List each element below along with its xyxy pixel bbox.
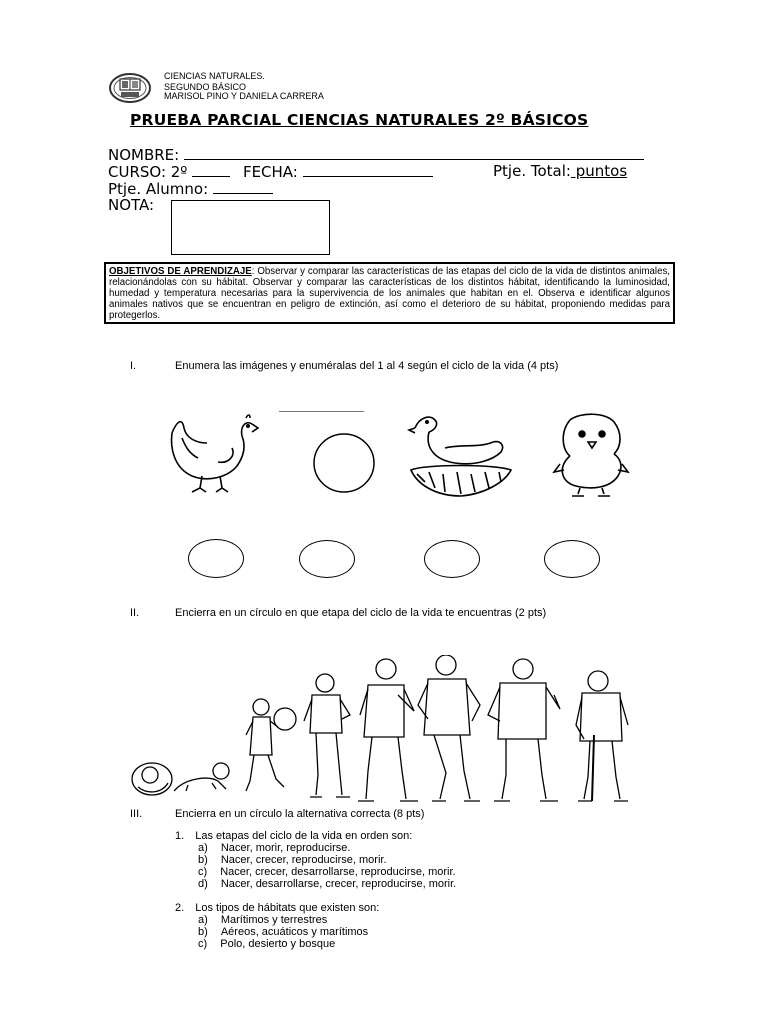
option-letter: c) xyxy=(198,866,208,878)
option-1c[interactable] xyxy=(198,866,456,878)
hen-icon xyxy=(162,408,262,498)
nombre-field[interactable] xyxy=(184,145,644,160)
question-1 xyxy=(175,830,412,842)
hen-image xyxy=(162,408,262,498)
option-letter: a) xyxy=(198,914,208,926)
option-letter: b) xyxy=(198,854,208,866)
fecha-label: FECHA: xyxy=(242,163,298,181)
stage-baby[interactable] xyxy=(174,763,229,791)
option-2b[interactable] xyxy=(198,926,368,938)
option-text: Marítimos y terrestres xyxy=(220,914,328,926)
egg-icon xyxy=(309,430,379,495)
nota-box[interactable] xyxy=(171,200,330,255)
answer-oval-1[interactable] xyxy=(188,539,244,578)
option-text: Nacer, morir, reproducirse. xyxy=(220,842,351,854)
option-letter: b) xyxy=(198,926,208,938)
page-title: PRUEBA PARCIAL CIENCIAS NATURALES 2º BÁSICOS xyxy=(130,111,589,129)
chick-icon xyxy=(550,410,632,498)
egg-image xyxy=(309,430,379,495)
section2-numeral: II. xyxy=(130,607,140,619)
option-text: Polo, desierto y bosque xyxy=(220,938,336,950)
ptje-total-value: puntos xyxy=(570,162,628,180)
option-text: Nacer, crecer, reproducirse, morir. xyxy=(220,854,387,866)
stage-newborn[interactable] xyxy=(132,763,172,795)
header-subject: CIENCIAS NATURALES. xyxy=(164,71,265,81)
option-letter: a) xyxy=(198,842,208,854)
ptje-alumno-label: Ptje. Alumno: xyxy=(108,180,209,198)
answer-oval-3[interactable] xyxy=(424,540,480,578)
option-2a[interactable] xyxy=(198,914,327,926)
answer-oval-2[interactable] xyxy=(299,540,355,578)
option-1d[interactable] xyxy=(198,878,456,890)
nombre-label: NOMBRE: xyxy=(108,146,180,164)
stage-teen[interactable] xyxy=(358,659,418,801)
nota-label: NOTA: xyxy=(108,196,155,214)
question-number: 2. xyxy=(175,902,185,914)
life-stages-image xyxy=(128,655,638,805)
answer-oval-4[interactable] xyxy=(544,540,600,578)
stage-adult[interactable] xyxy=(488,659,560,801)
objectives-heading: OBJETIVOS DE APRENDIZAJE xyxy=(109,266,252,277)
question-text: Las etapas del ciclo de la vida en orden son: xyxy=(195,830,413,842)
nesting-hen-image xyxy=(405,408,515,506)
option-2c[interactable] xyxy=(198,938,335,950)
section1-prompt: Enumera las imágenes y enuméralas del 1 al 4 según el ciclo de la vida (4 pts) xyxy=(175,360,559,372)
objectives-text: : Observar y comparar las características de las etapas del ciclo de la vida de distintos animales, relacionándolas con su hábitat. Observar y comparar las características de los distintos hábitat, identificando la luminosidad, humedad y temperatura necesarias para la supervivencia de los animales que habitan en el. Observa e identificar algunos animales nativos que se encuentran en peligro de extinción, así como el deterioro de su hábitat, proponiendo medidas para protegerlos. xyxy=(109,266,670,321)
fecha-field[interactable] xyxy=(303,162,433,177)
nesting-hen-icon xyxy=(405,408,515,506)
option-text: Nacer, desarrollarse, crecer, reproducirse, morir. xyxy=(220,878,457,890)
option-text: Nacer, crecer, desarrollarse, reproducirse, morir. xyxy=(220,866,456,878)
stage-elder[interactable] xyxy=(576,671,628,801)
header-grade: SEGUNDO BÁSICO xyxy=(164,82,247,92)
school-crest-icon xyxy=(108,72,152,104)
option-1a[interactable] xyxy=(198,842,350,854)
section2-prompt: Encierra en un círculo en que etapa del ciclo de la vida te encuentras (2 pts) xyxy=(175,607,547,619)
question-2 xyxy=(175,902,379,914)
header-teachers: MARISOL PINO Y DANIELA CARRERA xyxy=(164,91,324,101)
option-letter: d) xyxy=(198,878,208,890)
ptje-total-row xyxy=(493,162,627,180)
stage-young-adult[interactable] xyxy=(418,655,480,801)
section1-numeral: I. xyxy=(130,360,137,372)
question-number: 1. xyxy=(175,830,185,842)
option-1b[interactable] xyxy=(198,854,387,866)
section3-prompt: Encierra en un círculo la alternativa correcta (8 pts) xyxy=(175,808,425,820)
option-letter: c) xyxy=(198,938,208,950)
question-text: Los tipos de hábitats que existen son: xyxy=(195,902,380,914)
option-text: Aéreos, acuáticos y marítimos xyxy=(220,926,369,938)
ptje-total-label: Ptje. Total: xyxy=(493,162,571,180)
human-life-stages-illustration xyxy=(128,655,638,805)
stage-child[interactable] xyxy=(246,699,296,791)
section3-numeral: III. xyxy=(130,808,143,820)
stage-boy[interactable] xyxy=(304,674,350,797)
curso-label: CURSO: 2º xyxy=(108,163,188,181)
objectives-box xyxy=(104,262,675,324)
answer-line[interactable] xyxy=(279,411,364,412)
ptje-alumno-field[interactable] xyxy=(213,179,273,194)
chick-image xyxy=(550,410,632,498)
curso-field[interactable] xyxy=(192,162,230,177)
school-logo xyxy=(108,72,152,104)
